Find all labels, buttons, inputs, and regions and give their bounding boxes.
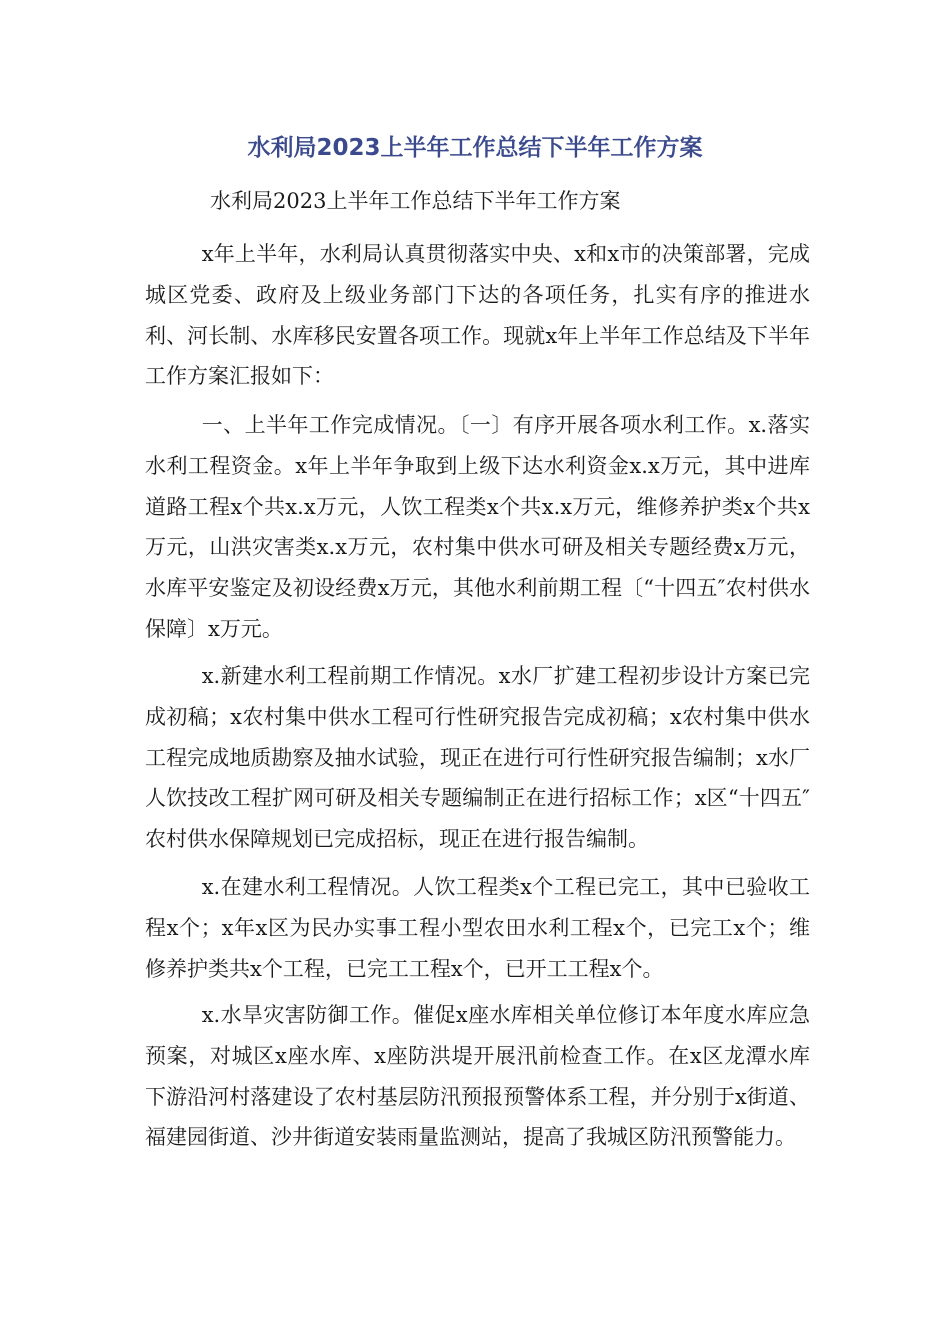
document-title: 水利局2023上半年工作总结下半年工作方案 <box>247 135 703 161</box>
paragraph-flood-defense: x.水旱灾害防御工作。催促x座水库相关单位修订本年度水库应急预案，对城区x座水库、x座防洪堤开展汛前检查工作。在x区龙潭水库下游沿河村落建设了农村基层防汛预报预警体系工程，并分别于x街道、福建园街道、沙井街道安装雨量监测站，提高了我城区防汛预警能力。 <box>145 1003 810 1150</box>
paragraph-new-projects: x.新建水利工程前期工作情况。x水厂扩建工程初步设计方案已完成初稿；x农村集中供水工程可行性研究报告完成初稿；x农村集中供水工程完成地质勘察及抽水试验，现正在进行可行性研究报告编制；x水厂人饮技改工程扩网可研及相关专题编制正在进行招标工作；x区“十四五″农村供水保障规划已完成招标，现正在进行报告编制。 <box>145 664 810 852</box>
paragraph-funding: 一、上半年工作完成情况。〔一〕有序开展各项水利工作。x.落实水利工程资金。x年上半年争取到上级下达水利资金x.x万元，其中进库道路工程x个共x.x万元，人饮工程类x个共x.x万元，维修养护类x个共x万元，山洪灾害类x.x万元，农村集中供水可研及相关专题经费x万元，水库平安鉴定及初设经费x万元，其他水利前期工程〔“十四五″农村供水保障〕x万元。 <box>145 413 810 641</box>
paragraph-intro: x年上半年，水利局认真贯彻落实中央、x和x市的决策部署，完成城区党委、政府及上级业务部门下达的各项任务，扎实有序的推进水利、河长制、水库移民安置各项工作。现就x年上半年工作总结及下半年工作方案汇报如下： <box>145 242 810 389</box>
document-subtitle: 水利局2023上半年工作总结下半年工作方案 <box>210 189 621 213</box>
paragraph-ongoing-projects: x.在建水利工程情况。人饮工程类x个工程已完工，其中已验收工程x个；x年x区为民办实事工程小型农田水利工程x个，已完工x个；维修养护类共x个工程，已完工工程x个，已开工工程x个。 <box>145 875 810 981</box>
